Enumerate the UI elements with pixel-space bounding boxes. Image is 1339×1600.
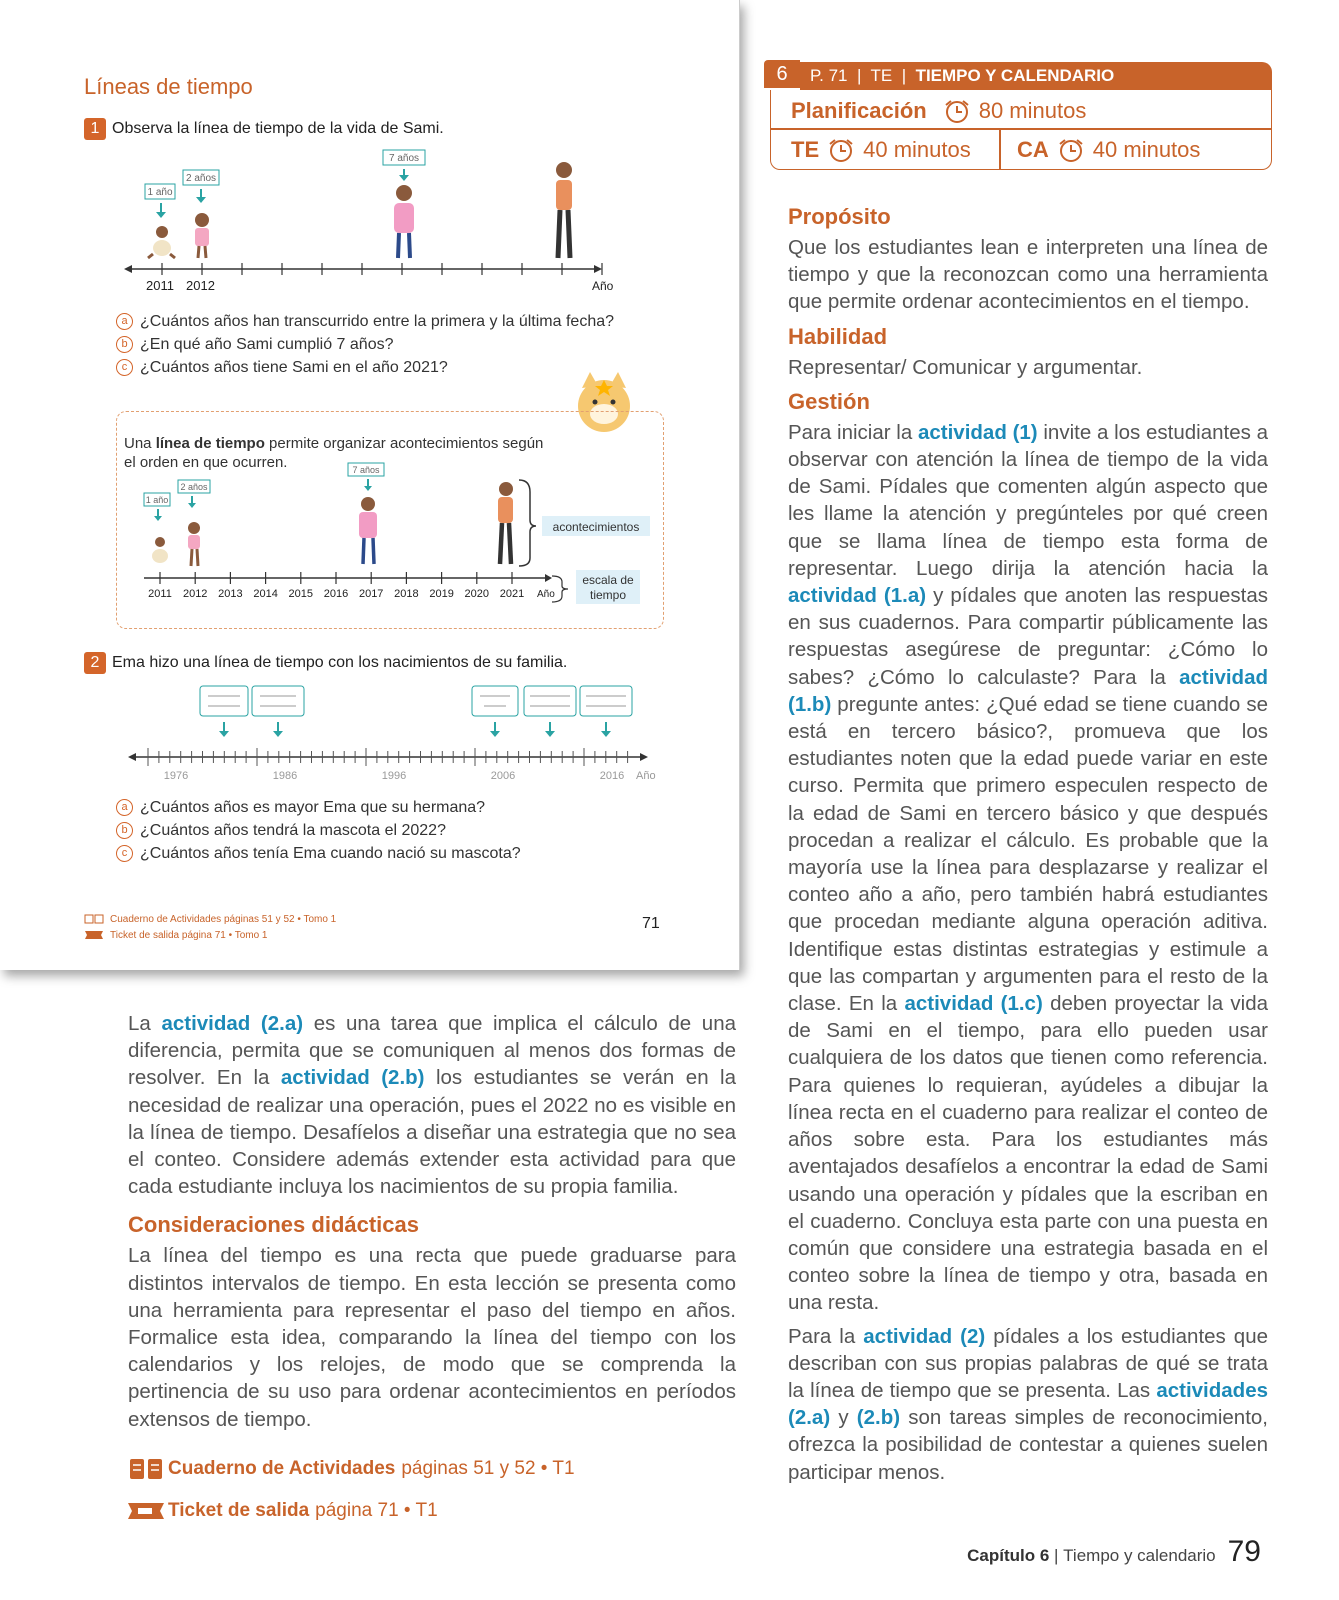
axis-label: Año xyxy=(592,279,614,293)
year-label: 2011 xyxy=(146,278,174,293)
student-page-title: Líneas de tiempo xyxy=(84,74,253,99)
year-label: 1976 xyxy=(163,770,189,782)
question-1-text: Observa la línea de tiempo de la vida de Sami. xyxy=(112,120,444,137)
resource-cuaderno: Cuaderno de Actividades páginas 51 y 52 • T1 xyxy=(128,1457,736,1481)
question-2-number: 2 xyxy=(84,652,106,674)
year-label: 2013 xyxy=(218,588,243,600)
gestion-paragraph-2: Para la actividad (2) pídales a los estudiantes que describan con sus propias palabras de qué se trata la línea de tiempo que se presenta. Las actividades (2.a) y (2.b) son tareas simples de reconocimiento, ofrezca la posibilidad de contestar a quienes suelen participar menos. xyxy=(788,1324,1269,1484)
student-page-footer-refs: Cuaderno de Actividades páginas 51 y 52 • Tomo 1 Ticket de salida página 71 • Tomo 1 xyxy=(84,912,336,944)
resource-ticket: Ticket de salida página 71 • T1 xyxy=(128,1499,736,1523)
footer-topic: Tiempo y calendario xyxy=(1063,1546,1216,1565)
year-label: 1996 xyxy=(381,770,407,782)
right-column xyxy=(788,196,1268,1492)
lesson-number: 6 xyxy=(764,60,800,88)
subquestion-1c: c ¿Cuántos años tiene Sami en el año 2021? xyxy=(116,356,614,379)
page-footer: Capítulo 6 | Tiempo y calendario 79 xyxy=(967,1535,1261,1568)
year-label: 2021 xyxy=(499,588,525,600)
alarm-clock-icon xyxy=(827,137,855,163)
subquestion-2b: b ¿Cuántos años tendrá la mascota el 2022? xyxy=(116,819,521,842)
habilidad-text: Representar/ Comunicar y argumentar. xyxy=(788,355,1143,379)
svg-text:7 años: 7 años xyxy=(388,153,420,164)
year-label: 2014 xyxy=(253,588,278,600)
svg-text:7 años: 7 años xyxy=(352,465,380,475)
year-label: 2020 xyxy=(464,588,490,600)
heading-gestion: Gestión xyxy=(788,388,870,414)
svg-text:2 años: 2 años xyxy=(185,173,217,184)
heading-habilidad: Habilidad xyxy=(788,323,888,349)
page-number: 79 xyxy=(1227,1535,1261,1568)
left-paragraph-2: La línea del tiempo es una recta que puede graduarse para distintos intervalos de tiempo. En esta lección se presenta como una herramienta para representar el paso del tiempo en años. Formalice esta idea, comparando la línea del tiempo con los calendarios y los relojes, de modo que se comprenda la pertinencia de su uso para ordenar acontecimientos en períodos extensos de tiempo. xyxy=(128,1244,736,1431)
timeline-2 xyxy=(0,0,740,800)
year-label: 2015 xyxy=(288,588,314,600)
alarm-clock-icon xyxy=(943,98,971,124)
year-label: 2018 xyxy=(394,588,419,600)
left-paragraph-1: La actividad (2.a) es una tarea que implica el cálculo de una diferencia, permita que se comuniquen al menos dos formas de resolver. En la actividad (2.b) los estudiantes se verán en la necesidad de realizar una operación, pues el 2022 no es visible en la línea de tiempo. Desafíelos a diseñar una estrategia que no sea el conteo. Considere además extender esta actividad para que cada estudiante incluya los nacimientos de su propia familia. xyxy=(128,1012,737,1199)
year-label: 2017 xyxy=(358,588,384,600)
student-page-image xyxy=(0,0,740,970)
definition-text: Una línea de tiempo permite organizar acontecimientos según el orden en que ocurren. xyxy=(124,435,544,471)
planning-row: Planificación 80 minutos xyxy=(791,98,1087,123)
label-scale-2: tiempo xyxy=(589,588,627,602)
book-icon xyxy=(128,1457,164,1481)
year-label: 2011 xyxy=(148,588,172,600)
heading-consideraciones: Consideraciones didácticas xyxy=(128,1212,419,1238)
ticket-icon xyxy=(84,930,104,940)
ca-row: CA 40 minutos xyxy=(1017,137,1201,162)
svg-text:2 años: 2 años xyxy=(180,482,208,492)
ticket-icon xyxy=(128,1499,164,1523)
year-label: 2012 xyxy=(182,588,208,600)
year-label: 2012 xyxy=(186,278,215,293)
lesson-header-bar: P. 71 | TE | TIEMPO Y CALENDARIO xyxy=(800,62,1272,90)
svg-text:Año: Año xyxy=(537,589,555,600)
year-label: 2016 xyxy=(599,770,625,782)
planning-box xyxy=(770,90,1272,170)
svg-text:1 año: 1 año xyxy=(147,187,173,198)
book-icon xyxy=(84,914,104,924)
proposito-text: Que los estudiantes lean e interpreten una línea de tiempo y que la reconozcan como una herramienta que permite ordenar acontecimientos en el tiempo. xyxy=(788,236,1268,314)
alarm-clock-icon xyxy=(1057,137,1085,163)
lesson-header xyxy=(764,60,1272,170)
year-label: 2006 xyxy=(490,770,516,782)
subquestion-1b: b ¿En qué año Sami cumplió 7 años? xyxy=(116,333,614,356)
heading-proposito: Propósito xyxy=(788,204,891,229)
subquestion-2a: a ¿Cuántos años es mayor Ema que su hermana? xyxy=(116,796,521,819)
svg-text:Año: Año xyxy=(636,770,656,782)
te-row: TE 40 minutos xyxy=(791,137,971,162)
year-label: 2019 xyxy=(429,588,454,600)
svg-text:1 año: 1 año xyxy=(145,495,169,505)
year-label: 1986 xyxy=(272,770,298,782)
left-column xyxy=(128,1010,736,1523)
subquestion-2c: c ¿Cuántos años tenía Ema cuando nació su mascota? xyxy=(116,842,521,865)
question-2-text: Ema hizo una línea de tiempo con los nacimientos de su familia. xyxy=(112,654,568,671)
student-page-number: 71 xyxy=(642,915,660,932)
footer-chapter: Capítulo 6 xyxy=(967,1546,1050,1565)
question-2-subquestions xyxy=(116,796,521,865)
label-scale-1: escala de xyxy=(582,573,634,587)
question-1-number: 1 xyxy=(84,118,106,140)
subquestion-1a: a ¿Cuántos años han transcurrido entre la primera y la última fecha? xyxy=(116,310,614,333)
year-label: 2016 xyxy=(323,588,349,600)
gestion-paragraph-1: Para iniciar la actividad (1) invite a los estudiantes a observar con atención la línea de tiempo de la vida de Sami. Pídales que comenten algún aspecto que les llame la atención y pregúnteles por qué creen que se llama línea de tiempo esta forma de representar. Luego dirija la atención hacia la actividad (1.a) y pídales que anoten las respuestas en sus cuadernos. Para compartir públicamente las respuestas asegúrese de preguntar: ¿Cómo lo sabes? ¿Cómo lo calculaste? Para la actividad (1.b) pregunte antes: ¿Qué edad se tiene cuando se está en tercero básico?, promueva que los estudiantes noten que la edad puede variar en este curso. Permita que primero especulen respecto de la edad de Sami en tercero básico y que después procedan a realizar el cálculo. Es probable que la mayoría use la línea para desplazarse y realizar el conteo año a año, pero también habrá estudiantes que procedan mediante alguna operación aditiva. Identifique estas distintas estrategias y estimule a que las compartan y argumenten para el resto de la clase. En la actividad (1.c) deben proyectar la vida de Sami en el tiempo, para ello pueden usar cualquiera de los datos que tienen como referencia. Para quienes lo requieran, ayúdeles a dibujar la línea recta en el cuaderno para realizar el conteo de años sobre esta. Para los estudiantes más aventajados desafíelos a encontrar la edad de Sami usando una operación y pídales que la escriban en el cuaderno. Concluya esta parte con una puesta en común que considere una estrategia basada en el conteo sobre la línea de tiempo y otra, basada en una resta. xyxy=(788,420,1269,1315)
label-events: acontecimientos xyxy=(552,520,640,534)
